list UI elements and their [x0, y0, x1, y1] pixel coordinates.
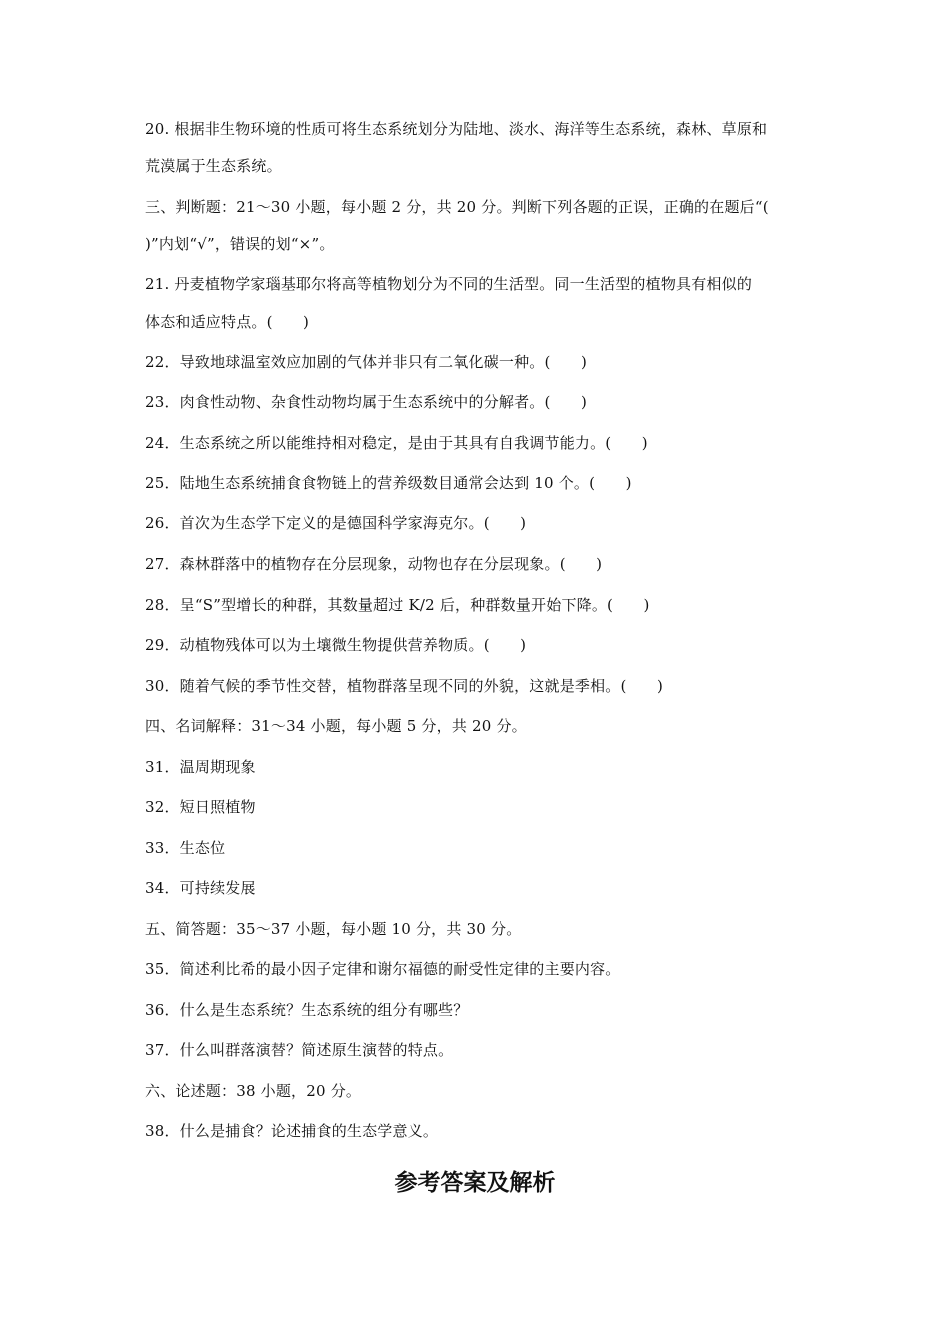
question-24: 24．生态系统之所以能维持相对稳定，是由于其具有自我调节能力。( ) [145, 434, 648, 452]
question-23: 23．肉食性动物、杂食性动物均属于生态系统中的分解者。( ) [145, 393, 587, 411]
section-3-heading-line-2: )”内划“√”，错误的划“×”。 [145, 235, 335, 253]
question-36: 36．什么是生态系统？生态系统的组分有哪些？ [145, 1001, 469, 1019]
question-21-line-1: 21. 丹麦植物学家瑙基耶尔将高等植物划分为不同的生活型。同一生活型的植物具有相似的 [145, 275, 753, 293]
question-34: 34．可持续发展 [145, 879, 256, 897]
question-38: 38．什么是捕食？论述捕食的生态学意义。 [145, 1122, 439, 1140]
section-4-heading: 四、名词解释：31～34 小题，每小题 5 分，共 20 分。 [145, 717, 527, 735]
section-3-heading-line-1: 三、判断题：21～30 小题，每小题 2 分，共 20 分。判断下列各题的正误，正确的在题后“( [145, 198, 769, 216]
question-33: 33．生态位 [145, 839, 226, 857]
answer-section-title: 参考答案及解析 [394, 1170, 556, 1196]
question-35: 35．简述利比希的最小因子定律和谢尔福德的耐受性定律的主要内容。 [145, 960, 621, 978]
question-26: 26．首次为生态学下定义的是德国科学家海克尔。( ) [145, 514, 527, 532]
question-22: 22．导致地球温室效应加剧的气体并非只有二氧化碳一种。( ) [145, 353, 587, 371]
question-25: 25．陆地生态系统捕食食物链上的营养级数目通常会达到 10 个。( ) [145, 474, 632, 492]
question-30: 30．随着气候的季节性交替，植物群落呈现不同的外貌，这就是季相。( ) [145, 677, 663, 695]
question-20-line-2: 荒漠属于生态系统。 [145, 157, 282, 175]
question-37: 37．什么叫群落演替？简述原生演替的特点。 [145, 1041, 454, 1059]
question-29: 29．动植物残体可以为土壤微生物提供营养物质。( ) [145, 636, 527, 654]
section-6-heading: 六、论述题：38 小题，20 分。 [145, 1082, 362, 1100]
question-32: 32．短日照植物 [145, 798, 256, 816]
question-21-line-2: 体态和适应特点。( ) [145, 313, 310, 331]
question-28: 28．呈“S”型增长的种群，其数量超过 K/2 后，种群数量开始下降。( ) [145, 596, 650, 614]
question-27: 27．森林群落中的植物存在分层现象，动物也存在分层现象。( ) [145, 555, 603, 573]
question-31: 31．温周期现象 [145, 758, 256, 776]
section-5-heading: 五、简答题：35～37 小题，每小题 10 分，共 30 分。 [145, 920, 522, 938]
question-20-line-1: 20. 根据非生物环境的性质可将生态系统划分为陆地、淡水、海洋等生态系统，森林、草原和 [145, 120, 768, 138]
